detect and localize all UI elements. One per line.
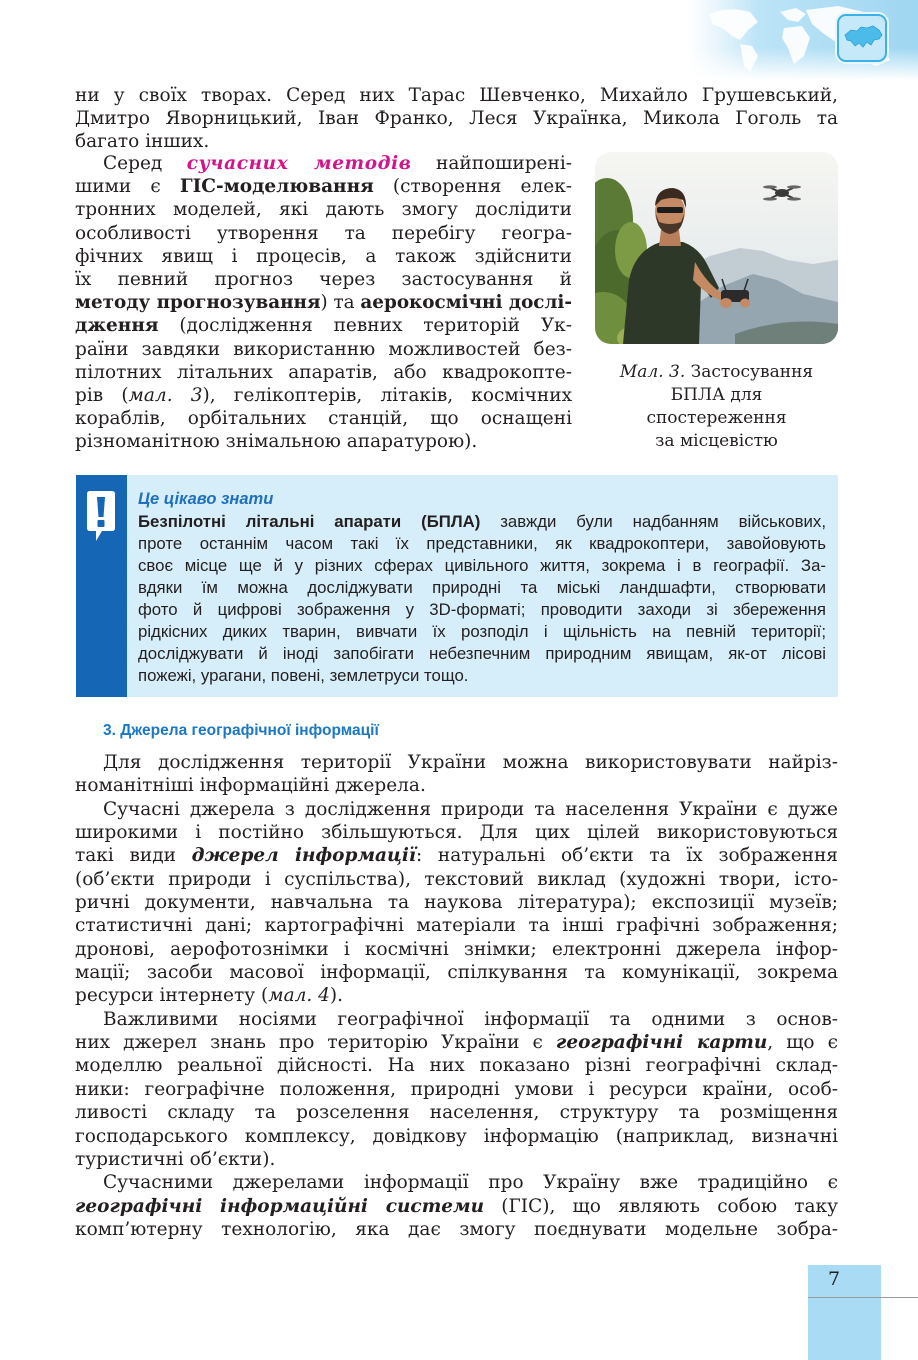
- text-run: фото й цифрові зображення у 3D-форматі; проводити заходи зі збереження: [138, 599, 826, 619]
- text-run: статистичні дані; картографічні матеріали та інші графічні зображення;: [75, 915, 838, 937]
- text-line: [75, 1218, 838, 1241]
- text-line: [75, 938, 838, 961]
- page-divider: [808, 1297, 918, 1298]
- text-run: проте останнім часом такі їх представники, як квадрокоптери, завойовують: [138, 533, 826, 553]
- figure-reference: мал. 4: [268, 985, 330, 1007]
- text-line-content: [138, 555, 826, 577]
- text-line-content: [75, 268, 572, 291]
- text-line: [595, 361, 838, 384]
- text-line-content: [75, 821, 838, 844]
- text-line-content: [138, 599, 826, 621]
- text-run: : натуральні об’єкти та їх зображення: [415, 845, 838, 867]
- text-run: них джерел знань про територію України є: [75, 1032, 556, 1054]
- text-line-content: [138, 621, 826, 643]
- text-run: пожежі, урагани, повені, землетруси тощо.: [138, 665, 469, 685]
- text-run: Дмитро Яворницький, Іван Франко, Леся Українка, Микола Гоголь та: [75, 108, 838, 130]
- text-line-content: [75, 1054, 838, 1077]
- text-run: фічних явищ і процесів, а також здійснити: [75, 245, 572, 267]
- continued-paragraph: [75, 84, 838, 154]
- text-line: [75, 1171, 838, 1194]
- text-line-content: [75, 891, 838, 914]
- text-line-content: [75, 384, 572, 407]
- text-line: [75, 891, 838, 914]
- paragraph: [75, 751, 838, 798]
- text-line: [75, 245, 572, 268]
- text-run: особливості утворення та перебігу геогра-: [75, 222, 572, 244]
- bold-term: аерокосмічні дослі-: [360, 292, 572, 314]
- text-line: [75, 1101, 838, 1124]
- figure-reference: Мал. 3.: [619, 362, 686, 382]
- text-line-content: [75, 84, 838, 107]
- text-line: [75, 751, 838, 774]
- text-line: [138, 533, 826, 555]
- text-line: [75, 314, 572, 337]
- text-run: ), гелікоптерів, літаків, космічних: [202, 384, 572, 406]
- text-run: (дослідження певних територій Ук-: [158, 315, 572, 337]
- text-run: БПЛА для: [670, 385, 763, 406]
- drone-photo: [595, 152, 838, 344]
- text-run: туристичні об’єкти).: [75, 1148, 276, 1170]
- text-line-content: [103, 1008, 838, 1031]
- text-line-content: [75, 984, 343, 1007]
- text-run: Для дослідження території України можна використовувати найріз-: [103, 752, 838, 773]
- text-run: Серед: [103, 153, 187, 174]
- text-line: [595, 430, 838, 453]
- text-line-content: [138, 511, 826, 533]
- bold-term: методу прогнозування: [75, 292, 321, 314]
- text-run: ).: [329, 985, 344, 1007]
- text-line: [75, 1148, 838, 1171]
- figure-caption: [595, 361, 838, 453]
- text-line: [75, 1031, 838, 1054]
- text-line: [595, 384, 838, 407]
- text-run: вдяки їм можна досліджувати природні та міські ландшафти, створювати: [138, 577, 826, 597]
- text-run: досліджувати й іноді запобігати небезпечним природним явищам, як-от лісові: [138, 643, 826, 663]
- text-line: [138, 577, 826, 599]
- text-line: [75, 1125, 838, 1148]
- page-number: 7: [827, 1268, 841, 1290]
- figure-reference: мал. 3: [128, 384, 203, 406]
- text-line-content: [655, 430, 778, 453]
- text-run: такі види: [75, 845, 192, 867]
- text-line: [75, 844, 838, 867]
- text-line: [75, 798, 838, 821]
- text-line-content: [75, 1125, 838, 1148]
- text-line: [75, 774, 838, 797]
- text-line: [75, 107, 838, 130]
- text-line-content: [75, 198, 572, 221]
- text-line-content: [75, 430, 477, 453]
- text-run: Важливими носіями географічної інформації та одними з основ-: [103, 1008, 838, 1030]
- text-line: [75, 407, 572, 430]
- text-line-content: [75, 1078, 838, 1101]
- key-term: географічні інформаційні системи: [75, 1195, 485, 1217]
- text-line: [75, 84, 838, 107]
- text-run: ни у своїх творах. Серед них Тарас Шевченко, Михайло Грушевський,: [75, 85, 838, 106]
- text-run: , що є: [767, 1032, 838, 1054]
- text-run: ) та: [320, 292, 361, 314]
- section-heading: 3. Джерела географічної інформації: [103, 722, 379, 739]
- text-run: різноманітною знімальною апаратурою).: [75, 431, 478, 453]
- text-line-content: [75, 314, 572, 337]
- info-box-heading: Це цікаво знати: [138, 490, 274, 508]
- text-run: тронних моделей, які дають змогу дослідити: [75, 199, 572, 221]
- text-line-content: [620, 361, 813, 384]
- exclamation-icon: [87, 491, 117, 547]
- text-line: [75, 961, 838, 984]
- text-run: пілотних літальних апаратів, або квадрокопте-: [75, 361, 572, 383]
- text-line: [75, 222, 572, 245]
- text-line: [75, 198, 572, 221]
- bold-term: ГІС-моделювання: [179, 176, 374, 198]
- text-line-content: [103, 1171, 838, 1194]
- text-line-content: [646, 407, 786, 430]
- text-line: [75, 384, 572, 407]
- bold-term: дження: [75, 315, 159, 337]
- text-line-content: [75, 868, 838, 891]
- text-run: за місцевістю: [655, 431, 778, 452]
- text-run: ричні документи, навчальна та наукова література); експозиції музеїв;: [75, 892, 838, 914]
- paragraph: [75, 1171, 838, 1241]
- text-run: номанітніші інформаційні джерела.: [75, 775, 426, 797]
- text-line-content: [103, 751, 838, 774]
- text-line: [75, 1195, 838, 1218]
- text-line-content: [75, 407, 572, 430]
- text-run: шими є: [75, 176, 180, 198]
- text-line-content: [75, 914, 838, 937]
- paragraph: [75, 798, 838, 1008]
- text-line-content: [75, 175, 572, 198]
- text-run: Сучасні джерела з дослідження природи та населення України є дуже: [103, 798, 838, 820]
- text-line: [138, 621, 826, 643]
- text-line-content: [75, 1148, 275, 1171]
- text-line: [75, 1078, 838, 1101]
- text-run: (ГІС), що являють собою таку: [484, 1195, 838, 1217]
- text-line-content: [75, 245, 572, 268]
- text-line-content: [138, 665, 468, 687]
- text-line: [138, 555, 826, 577]
- text-line: [138, 599, 826, 621]
- paragraph: [75, 1008, 838, 1171]
- text-line: [138, 665, 826, 687]
- text-line: [75, 1008, 838, 1031]
- methods-paragraph: [75, 152, 572, 453]
- key-term: географічні карти: [555, 1032, 768, 1054]
- text-line-content: [75, 1218, 838, 1241]
- text-line-content: [75, 291, 572, 314]
- bold-term: Безпілотні літальні апарати (БПЛА): [138, 512, 481, 531]
- text-line: [138, 643, 826, 665]
- text-run: завжди були надбанням військових,: [480, 512, 826, 531]
- text-line: [75, 152, 572, 175]
- text-line: [75, 914, 838, 937]
- text-run: комп’ютерну технологію, яка дає змогу поєднувати модельне зобра-: [75, 1218, 838, 1240]
- text-run: широкими і постійно збільшуються. Для цих цілей використовуються: [75, 822, 838, 844]
- key-term: сучасних методів: [186, 153, 412, 174]
- text-line: [75, 130, 838, 153]
- text-run: найпоширені-: [411, 153, 572, 174]
- key-term: джерел інформації: [191, 845, 416, 867]
- text-line: [75, 984, 838, 1007]
- text-line-content: [75, 844, 838, 867]
- text-run: дронові, аерофотознімки і космічні знімки; електронні джерела інфор-: [75, 938, 838, 960]
- text-line-content: [75, 1031, 838, 1054]
- text-run: спостереження: [646, 408, 787, 429]
- text-line-content: [138, 577, 826, 599]
- text-run: раїни завдяки використанню можливостей без-: [75, 338, 572, 360]
- ukraine-map-icon: [837, 14, 887, 62]
- text-line-content: [75, 938, 838, 961]
- section-body: [75, 751, 838, 1241]
- text-line-content: [671, 384, 763, 407]
- text-run: кораблів, орбітальних станцій, що оснащені: [75, 408, 572, 430]
- text-line-content: [75, 222, 572, 245]
- text-run: багато інших.: [75, 131, 210, 153]
- text-line: [595, 407, 838, 430]
- text-line-content: [75, 361, 572, 384]
- text-line-content: [75, 961, 838, 984]
- text-run: моделлю реальної дійсності. На них показано різні географічні склад-: [75, 1055, 838, 1077]
- text-run: (об’єкти природи і суспільства), текстовий виклад (художні твори, істо-: [75, 868, 838, 890]
- text-run: господарського комплексу, довідкову інформацію (наприклад, визначні: [75, 1125, 838, 1147]
- text-line: [75, 821, 838, 844]
- info-box-text: [138, 511, 826, 687]
- text-run: (створення елек-: [373, 176, 573, 198]
- text-run: рідкісних диких тварин, вивчати їх розподіл і щільність на певній території;: [138, 621, 826, 641]
- text-run: рів (: [75, 384, 129, 406]
- text-run: їх певний прогноз через застосування й: [75, 268, 572, 290]
- text-run: ливості складу та розселення населення, структуру та розміщення: [75, 1102, 838, 1124]
- text-run: ники: географічне положення, природні умови і ресурси країни, особ-: [75, 1078, 838, 1100]
- text-line-content: [75, 1195, 838, 1218]
- text-line: [75, 338, 572, 361]
- text-run: Сучасними джерелами інформації про Україну вже традиційно є: [103, 1172, 838, 1194]
- text-line-content: [75, 774, 426, 797]
- text-line-content: [103, 152, 572, 175]
- text-run: мації; засоби масової інформації, спілкування та комунікації, зокрема: [75, 962, 838, 984]
- text-line: [75, 268, 572, 291]
- text-run: своє місце ще й у різних сферах цивільного життя, зокрема і в географії. За-: [138, 555, 826, 575]
- text-line-content: [75, 107, 838, 130]
- text-line: [75, 868, 838, 891]
- text-line-content: [138, 643, 826, 665]
- text-line: [75, 430, 572, 453]
- text-line-content: [138, 533, 826, 555]
- text-run: ресурси інтернету (: [75, 985, 269, 1007]
- text-line: [75, 291, 572, 314]
- text-line-content: [75, 130, 209, 153]
- text-line-content: [75, 1101, 838, 1124]
- text-line: [75, 361, 572, 384]
- text-line: [138, 511, 826, 533]
- text-line-content: [75, 338, 572, 361]
- text-run: Застосування: [685, 362, 814, 382]
- text-line: [75, 1054, 838, 1077]
- text-line-content: [103, 798, 838, 821]
- text-line: [75, 175, 572, 198]
